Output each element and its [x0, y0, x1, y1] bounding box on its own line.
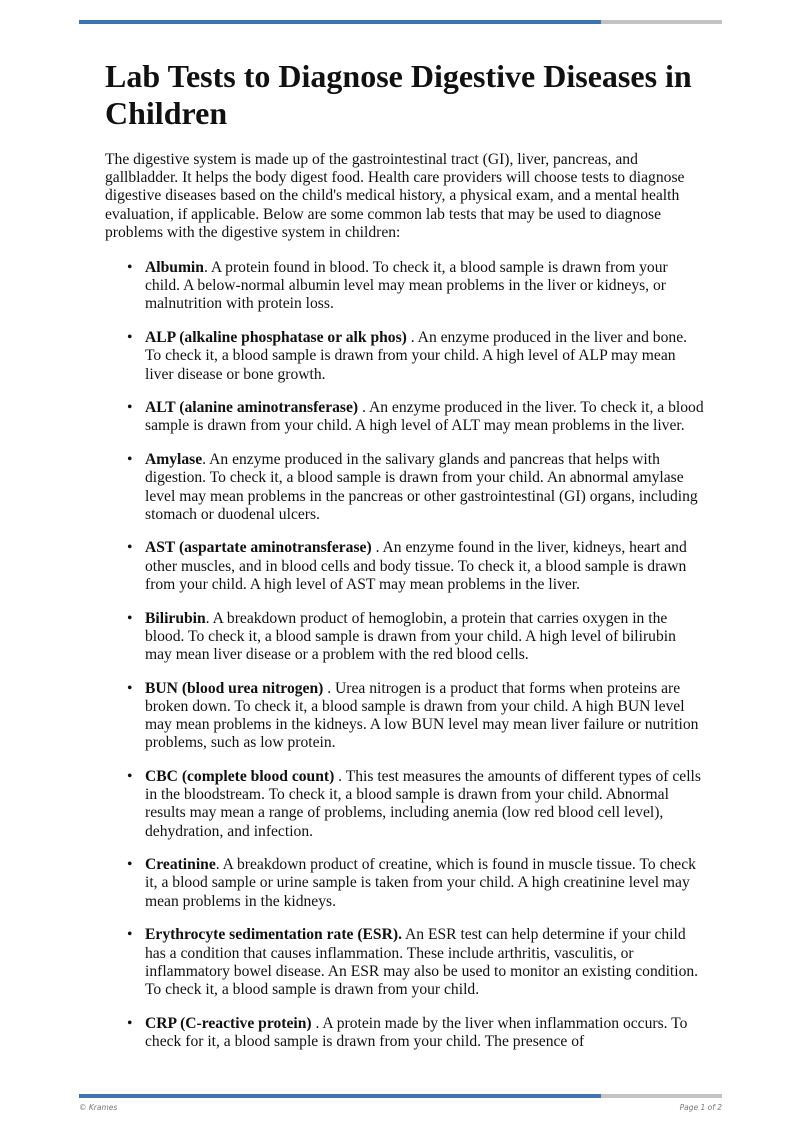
footer-page-number: Page 1 of 2	[679, 1103, 722, 1112]
test-term: Bilirubin	[145, 609, 206, 627]
test-description: . A breakdown product of creatine, which is found in muscle tissue. To check it, a blood sample or urine sample is taken from your child. A high creatinine level may mean problems in the kidneys.	[145, 856, 696, 910]
test-description: . A protein made by the liver when inflammation occurs. To check for it, a blood sample is drawn from your child. The presence of	[145, 1014, 688, 1050]
bullet-icon: •	[127, 767, 133, 785]
test-term: CBC (complete blood count)	[145, 767, 335, 785]
list-item	[105, 680, 705, 753]
header-bar-accent	[79, 20, 601, 24]
list-item	[105, 259, 705, 314]
list-item	[105, 399, 705, 435]
test-term: AST (aspartate aminotransferase)	[145, 539, 372, 557]
test-description: . An enzyme found in the liver, kidneys, heart and other muscles, and in blood cells and body tissue. To check it, a blood sample is drawn from your child. A high level of AST may mean problems in the liver.	[145, 539, 687, 593]
list-item	[105, 768, 705, 841]
test-term: Erythrocyte sedimentation rate (ESR).	[145, 926, 402, 944]
footer-copyright: © Krames	[79, 1103, 118, 1112]
test-description: An ESR test can help determine if your child has a condition that causes inflammation. These include arthritis, vasculitis, or inflammatory bowel disease. An ESR may also be used to monitor an existing condition. To check it, a blood sample is drawn from your child.	[145, 926, 699, 998]
test-description: . An enzyme produced in the liver. To check it, a blood sample is drawn from your child. A high level of ALT may mean problems in the liver.	[145, 399, 704, 435]
test-term: ALP (alkaline phosphatase or alk phos)	[145, 329, 407, 347]
list-item	[105, 451, 705, 524]
test-description: . An enzyme produced in the salivary glands and pancreas that helps with digestion. To check it, a blood sample is drawn from your child. An abnormal amylase level may mean problems in the pancreas or other gastrointestinal (GI) organs, including stomach or duodenal ulcers.	[145, 451, 698, 523]
intro-paragraph: The digestive system is made up of the gastrointestinal tract (GI), liver, pancreas, and gallbladder. It helps the body digest food. Health care providers will choose tests to diagnose digestive diseases based on the child's medical history, a physical exam, and a mental health evaluation, if applicable. Below are some common lab tests that may be used to diagnose problems with the digestive system in children:	[105, 151, 685, 241]
test-term: BUN (blood urea nitrogen)	[145, 679, 324, 697]
footer-progress-bar	[79, 1094, 722, 1098]
list-item	[105, 610, 705, 665]
bullet-icon: •	[127, 926, 133, 944]
list-item	[105, 1015, 705, 1051]
test-term: CRP (C-reactive protein)	[145, 1014, 312, 1032]
list-item	[105, 539, 705, 594]
test-description: . Urea nitrogen is a product that forms when proteins are broken down. To check it, a blood sample is drawn from your child. A high BUN level may mean problems in the kidneys. A low BUN level may mean liver failure or nutrition problems, such as low protein.	[145, 679, 699, 752]
bullet-icon: •	[127, 451, 133, 469]
test-description: . This test measures the amounts of different types of cells in the bloodstream. To check it, a blood sample is drawn from your child. Abnormal results may mean a range of problems, including anemia (low red blood cell level), dehydration, and infection.	[145, 767, 701, 840]
test-term: Creatinine	[145, 856, 216, 874]
list-item	[105, 856, 705, 911]
test-description: . A protein found in blood. To check it, a blood sample is drawn from your child. A below-normal albumin level may mean problems in the liver or kidneys, or malnutrition with protein loss.	[145, 259, 668, 313]
test-description: . A breakdown product of hemoglobin, a protein that carries oxygen in the blood. To check it, a blood sample is drawn from your child. A high level of bilirubin may mean liver disease or a problem with the red blood cells.	[145, 609, 676, 663]
page-title: Lab Tests to Diagnose Digestive Diseases in Children	[105, 58, 692, 131]
bullet-icon: •	[127, 539, 133, 557]
test-term: Albumin	[145, 259, 204, 276]
bullet-icon: •	[127, 856, 133, 874]
test-term: Amylase	[145, 451, 203, 469]
bullet-icon: •	[127, 259, 133, 276]
bullet-icon: •	[127, 609, 133, 627]
footer-bar-accent	[79, 1094, 601, 1098]
bullet-icon: •	[127, 399, 133, 417]
bullet-icon: •	[127, 1014, 133, 1032]
list-item	[105, 926, 705, 999]
test-description: . An enzyme produced in the liver and bone. To check it, a blood sample is drawn from your child. A high level of ALP may mean liver disease or bone growth.	[145, 329, 688, 383]
lab-tests-list	[105, 259, 705, 1067]
header-progress-bar	[79, 20, 722, 24]
test-term: ALT (alanine aminotransferase)	[145, 399, 359, 417]
bullet-icon: •	[127, 679, 133, 697]
list-item	[105, 329, 705, 384]
bullet-icon: •	[127, 329, 133, 347]
